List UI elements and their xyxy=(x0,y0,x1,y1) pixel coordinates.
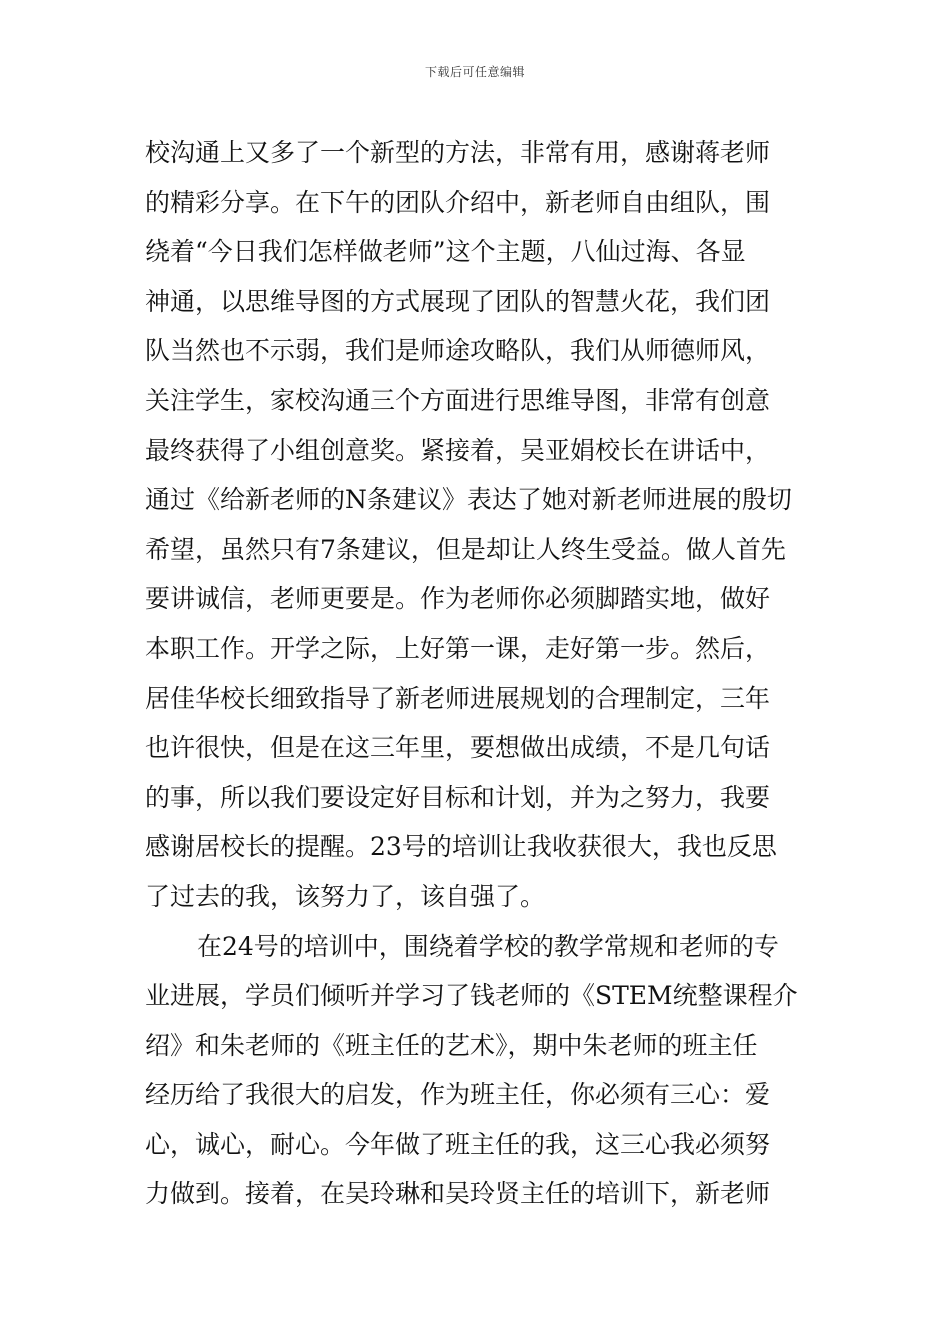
text-line: 的精彩分享。在下午的团队介绍中，新老师自由组队，围 xyxy=(145,187,771,217)
text-line: 也许很快，但是在这三年里，要想做出成绩，不是几句话 xyxy=(145,733,771,763)
page-header: 下载后可任意编辑 xyxy=(424,65,525,79)
text-line: 绕着“今日我们怎样做老师”这个主题，八仙过海、各显 xyxy=(145,237,746,267)
text-line: 居佳华校长细致指导了新老师进展规划的合理制定，三年 xyxy=(145,683,771,713)
text-line: 绍》和朱老师的《班主任的艺术》，期中朱老师的班主任 xyxy=(145,1030,758,1060)
text-line: 神通，以思维导图的方式展现了团队的智慧火花，我们团 xyxy=(145,286,771,316)
text-line: 感谢居校长的提醒。23号的培训让我收获很大，我也反思 xyxy=(145,832,777,862)
paragraph-continuation xyxy=(145,128,807,922)
text-line: 希望，虽然只有7条建议，但是却让人终生受益。做人首先 xyxy=(145,534,786,564)
text-line: 心，诚心，耐心。今年做了班主任的我，这三心我必须努 xyxy=(145,1129,771,1159)
text-line: 的事，所以我们要设定好目标和计划，并为之努力，我要 xyxy=(145,782,771,812)
text-line: 要讲诚信，老师更要是。作为老师你必须脚踏实地，做好 xyxy=(145,584,771,614)
text-line: 队当然也不示弱，我们是师途攻略队，我们从师德师风， xyxy=(145,336,771,366)
text-line: 力做到。接着，在吴玲琳和吴玲贤主任的培训下，新老师 xyxy=(145,1179,771,1209)
text-line: 业进展，学员们倾听并学习了钱老师的《STEM统整课程介 xyxy=(145,981,798,1011)
text-line: 本职工作。开学之际，上好第一课，走好第一步。然后， xyxy=(145,633,771,663)
text-line: 在24号的培训中，围绕着学校的教学常规和老师的专 xyxy=(197,931,779,961)
text-line: 通过《给新老师的N条建议》表达了她对新老师进展的殷切 xyxy=(145,485,792,515)
paragraph-training-24 xyxy=(145,922,807,1220)
text-line: 了过去的我，该努力了，该自强了。 xyxy=(145,881,546,911)
text-line: 校沟通上又多了一个新型的方法，非常有用，感谢蒋老师 xyxy=(145,138,771,167)
text-line: 经历给了我很大的启发，作为班主任，你必须有三心：爱 xyxy=(145,1080,771,1110)
text-line: 最终获得了小组创意奖。紧接着，吴亚娟校长在讲话中， xyxy=(145,435,771,465)
body-text xyxy=(145,128,807,1219)
text-line: 关注学生，家校沟通三个方面进行思维导图，非常有创意 xyxy=(145,385,771,415)
